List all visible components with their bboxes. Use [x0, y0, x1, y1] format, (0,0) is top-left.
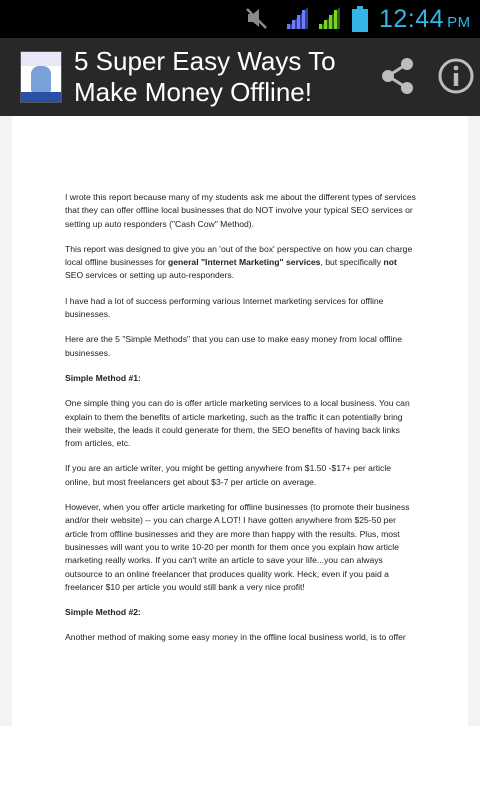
signal-icon	[316, 6, 342, 30]
paragraph: Here are the 5 "Simple Methods" that you can use to make easy money from local offline businesses.	[65, 334, 402, 358]
info-icon[interactable]	[436, 56, 476, 96]
paragraph	[65, 243, 417, 283]
clock-time: 12:44	[379, 5, 445, 33]
document-content	[65, 191, 417, 657]
section-heading: Simple Method #1:	[65, 372, 141, 383]
signal-icon	[284, 6, 310, 30]
action-bar	[0, 38, 480, 116]
paragraph: However, when you offer article marketing for offline businesses (to promote their business and/or their website) -- you can charge A LOT! I have gotten anywhere from $25-50 per article from offline businesses and they are more than happy with the results. Plus, most businesses will want you to write 10-20 per month for them once you explain how article marketing really works. If you can't write an article to save your life...you can always outsource to an online freelancer that produces quality work. Heck, even if you paid a freelancer $10 per article you would still bank a very nice profit!	[65, 502, 410, 592]
clock-ampm: PM	[447, 14, 471, 31]
ebook-cover-icon[interactable]	[20, 51, 62, 103]
paragraph: If you are an article writer, you might be getting anywhere from $1.50 -$17+ per article online, but most freelancers get about $3-7 per article on average.	[65, 463, 392, 487]
paragraph: One simple thing you can do is offer article marketing services to a local business. You can explain to them the benefits of article marketing, such as the traffic it can potentially bring their website, the leads it could generate for them, the SEO benefits of having back links from articles, etc.	[65, 398, 410, 449]
paragraph: I have had a lot of success performing various Internet marketing services for offline businesses.	[65, 295, 384, 320]
document-page[interactable]	[12, 116, 468, 726]
app-title: 5 Super Easy Ways To Make Money Offline!	[74, 46, 336, 107]
section-heading: Simple Method #2:	[65, 607, 141, 618]
paragraph: I wrote this report because many of my students ask me about the different types of services that they can offer offline local businesses that do NOT involve your typical SEO services or setting up auto responders ("Cash Cow" Method).	[65, 192, 416, 229]
paragraph: Another method of making some easy money in the offline local business world, is to offer	[65, 632, 406, 643]
blank-area	[0, 726, 480, 800]
bold-text: general "Internet Marketing" services	[168, 257, 321, 268]
paragraph-text: SEO services or setting up auto-responders.	[65, 270, 235, 281]
bold-text: not	[383, 257, 397, 268]
mute-icon	[244, 6, 270, 30]
paragraph-text: This report was designed to give you an 'out of the box' perspective on how you can charge local offline businesses for	[65, 243, 413, 268]
clock	[379, 4, 471, 38]
share-icon[interactable]	[378, 56, 418, 96]
document-viewer[interactable]	[0, 116, 480, 726]
battery-icon	[352, 6, 368, 32]
status-bar	[0, 0, 480, 38]
paragraph-text: , but specifically	[320, 257, 384, 268]
